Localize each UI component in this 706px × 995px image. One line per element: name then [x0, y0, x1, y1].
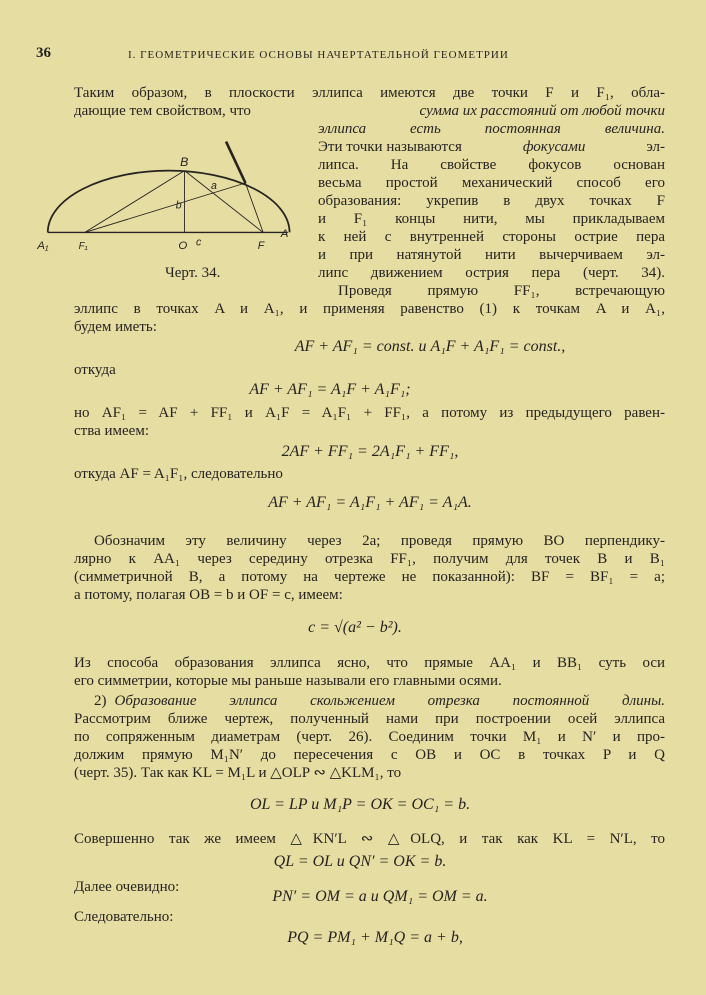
- label-A1: A₁: [37, 240, 49, 253]
- text-line: Далее очевидно:: [74, 879, 180, 895]
- text-line: образования: укрепив в двух точках F: [318, 193, 665, 209]
- text-span: эл-: [646, 139, 665, 155]
- text-line: Совершенно так же имеем △KN′L ∾ △OLQ, и так как KL = N′L, то: [74, 831, 665, 847]
- text-span: Эти точки называются: [318, 139, 462, 155]
- formula: 2AF + FF₁ = 2A₁F₁ + FF₁,: [281, 443, 459, 460]
- emphasis-span: сумма их расстояний от любой точки: [419, 103, 665, 119]
- ellipse-arc: [48, 171, 290, 233]
- text-line: липса. На свойстве фокусов основан: [318, 157, 665, 173]
- line-f1-p: [85, 183, 246, 232]
- text-line: и F₁ концы нити, мы прикладываем: [318, 211, 665, 227]
- text-line: Следовательно:: [74, 909, 174, 925]
- text-line: эллипс в точках A и A₁, и применяя равенство (1) к точкам A и A₁,: [74, 301, 665, 317]
- text-line: Таким образом, в плоскости эллипса имеются две точки F и F₁, обла-: [74, 85, 665, 101]
- text-line: должим прямую M₁N′ до пересечения с OB и OC в точках P и Q: [74, 747, 665, 763]
- text-line: эллипса есть постоянная величина.: [318, 121, 665, 137]
- formula: AF + AF₁ = A₁F₁ + AF₁ = A₁A.: [268, 494, 472, 511]
- label-O: O: [178, 240, 188, 253]
- formula: PQ = PM₁ + M₁Q = a + b,: [287, 929, 463, 946]
- text-line: [94, 692, 665, 710]
- line-f1-b: [85, 171, 185, 233]
- formula: QL = OL и QN′ = OK = b.: [273, 853, 447, 870]
- text-line: весьма простой механический способ его: [318, 175, 665, 191]
- formula: AF + AF₁ = A₁F + A₁F₁;: [249, 381, 411, 398]
- text-line: к ней с внутренней стороны острие пера: [318, 229, 665, 245]
- ellipse-figure: [30, 138, 295, 258]
- text-line: [74, 102, 665, 120]
- label-A: A: [280, 227, 289, 240]
- emphasis-span: Образование эллипса скольжением отрезка постоянной длины.: [114, 693, 665, 709]
- text-line: но AF₁ = AF + FF₁ и A₁F = A₁F₁ + FF₁, а потому из предыдущего равен-: [74, 405, 665, 421]
- text-line: ства имеем:: [74, 423, 149, 439]
- label-b: b: [175, 199, 182, 212]
- text-line: (черт. 35). Так как KL = M₁L и △OLP ∾ △KLM₁, то: [74, 765, 402, 781]
- label-F: F: [257, 240, 265, 253]
- running-title: I. ГЕОМЕТРИЧЕСКИЕ ОСНОВЫ НАЧЕРТАТЕЛЬНОЙ ГЕОМЕТРИИ: [128, 49, 509, 61]
- text-line: и при натянутой нити вычерчиваем эл-: [318, 247, 665, 263]
- page-number: 36: [36, 45, 51, 61]
- pen: [226, 142, 245, 183]
- label-a: a: [211, 180, 217, 193]
- text-line: [318, 138, 665, 156]
- text-line: Проведя прямую FF₁, встречающую: [338, 283, 665, 299]
- text-line: липс движением острия пера (черт. 34).: [318, 265, 665, 281]
- text-line: по сопряженным диаметрам (черт. 26). Соединим точки M₁ и N′ и про-: [74, 729, 665, 745]
- label-c: c: [196, 236, 202, 249]
- text-line: его симметрии, которые мы раньше называли его главными осями.: [74, 673, 502, 689]
- text-line: откуда AF = A₁F₁, следовательно: [74, 466, 283, 482]
- label-B: B: [180, 155, 189, 170]
- figure-caption: Черт. 34.: [165, 265, 221, 281]
- formula: PN′ = OM = a и QM₁ = OM = a.: [272, 888, 488, 905]
- text-line: лярно к AA₁ через середину отрезка FF₁, получим для точек B и B₁: [74, 551, 665, 567]
- text-line: Обозначим эту величину через 2a; проведя прямую BO перпендику-: [94, 533, 665, 549]
- item-number: 2): [94, 693, 107, 709]
- text-span: дающие тем свойством, что: [74, 103, 251, 119]
- formula: c = √(a² − b²).: [308, 619, 402, 636]
- label-F1: F₁: [78, 241, 88, 253]
- formula: AF + AF₁ = const. и A₁F + A₁F₁ = const.,: [294, 338, 566, 355]
- text-line: Рассмотрим ближе чертеж, полученный нами при построении осей эллипса: [74, 711, 665, 727]
- text-line: (симметричной B, а потому на чертеже не показанной): BF = BF₁ = a;: [74, 569, 665, 585]
- text-line: Из способа образования эллипса ясно, что прямые AA₁ и BB₁ суть оси: [74, 655, 665, 671]
- formula: OL = LP и M₁P = OK = OC₁ = b.: [249, 796, 471, 813]
- text-line: будем иметь:: [74, 319, 157, 335]
- text-line: откуда: [74, 362, 116, 378]
- text-line: а потому, полагая OB = b и OF = c, имеем:: [74, 587, 343, 603]
- line-b-f: [185, 171, 264, 233]
- emphasis-span: фокусами: [522, 139, 586, 155]
